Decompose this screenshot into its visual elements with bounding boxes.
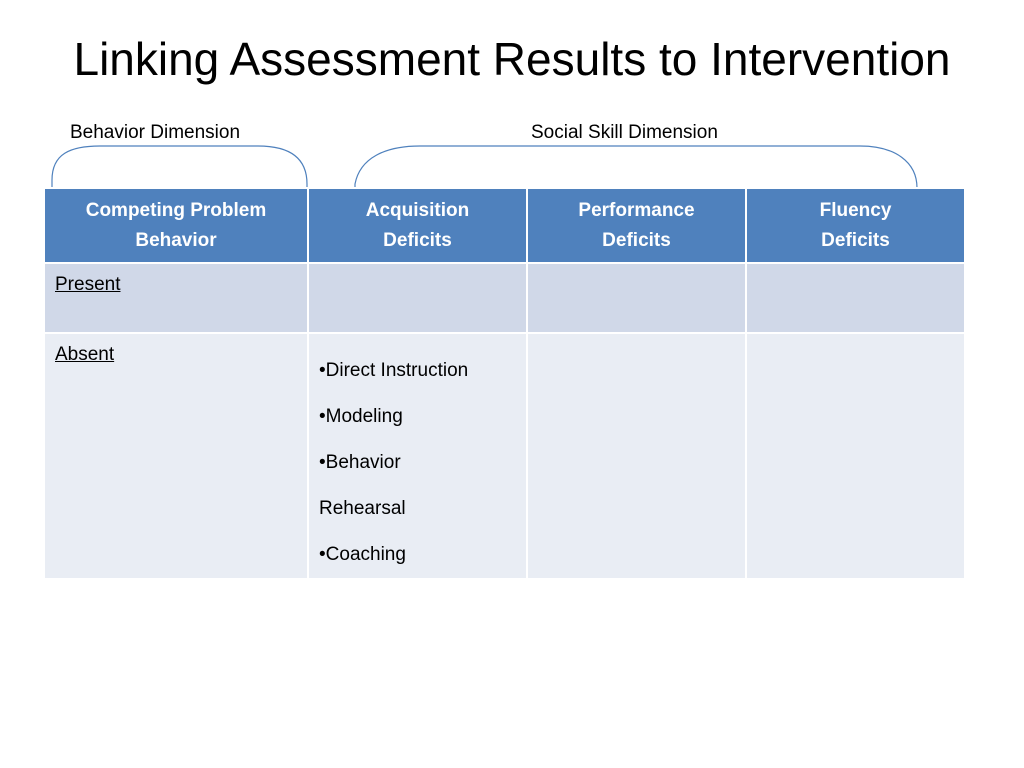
header-line: Deficits [602,229,671,251]
row-label-cell [44,263,308,333]
intervention-table [43,187,966,580]
table-cell [527,333,746,579]
header-line: Behavior [135,229,217,251]
list-item: Rehearsal [319,498,406,519]
header-performance-deficits [527,188,746,263]
table-cell [308,263,527,333]
header-line: Deficits [821,229,890,251]
row-label-present: Present [55,274,121,295]
slide-title: Linking Assessment Results to Intervention [73,33,951,85]
table-cell [746,333,965,579]
acquisition-interventions-cell [308,333,527,579]
social-skill-brace [355,146,917,188]
table-row-present [44,263,965,333]
table-cell [527,263,746,333]
behavior-brace [52,146,307,188]
behavior-dimension-label: Behavior Dimension [70,122,241,143]
list-item: •Direct Instruction [319,360,469,381]
header-line: Fluency [819,199,892,221]
header-acquisition-deficits [308,188,527,263]
table-cell [746,263,965,333]
row-label-absent: Absent [55,344,115,365]
list-item: •Coaching [319,544,406,565]
header-line: Performance [578,199,695,221]
header-row [44,188,965,263]
list-item: •Modeling [319,406,403,427]
header-competing-problem-behavior [44,188,308,263]
list-item: •Behavior [319,452,401,473]
dimension-braces [0,0,1024,200]
intervention-list [319,348,526,578]
social-skill-dimension-label: Social Skill Dimension [531,122,718,143]
header-fluency-deficits [746,188,965,263]
header-line: Acquisition [365,199,470,221]
header-line: Deficits [383,229,452,251]
table-row-absent [44,333,965,579]
row-label-cell [44,333,308,579]
header-line: Competing Problem [85,199,267,221]
